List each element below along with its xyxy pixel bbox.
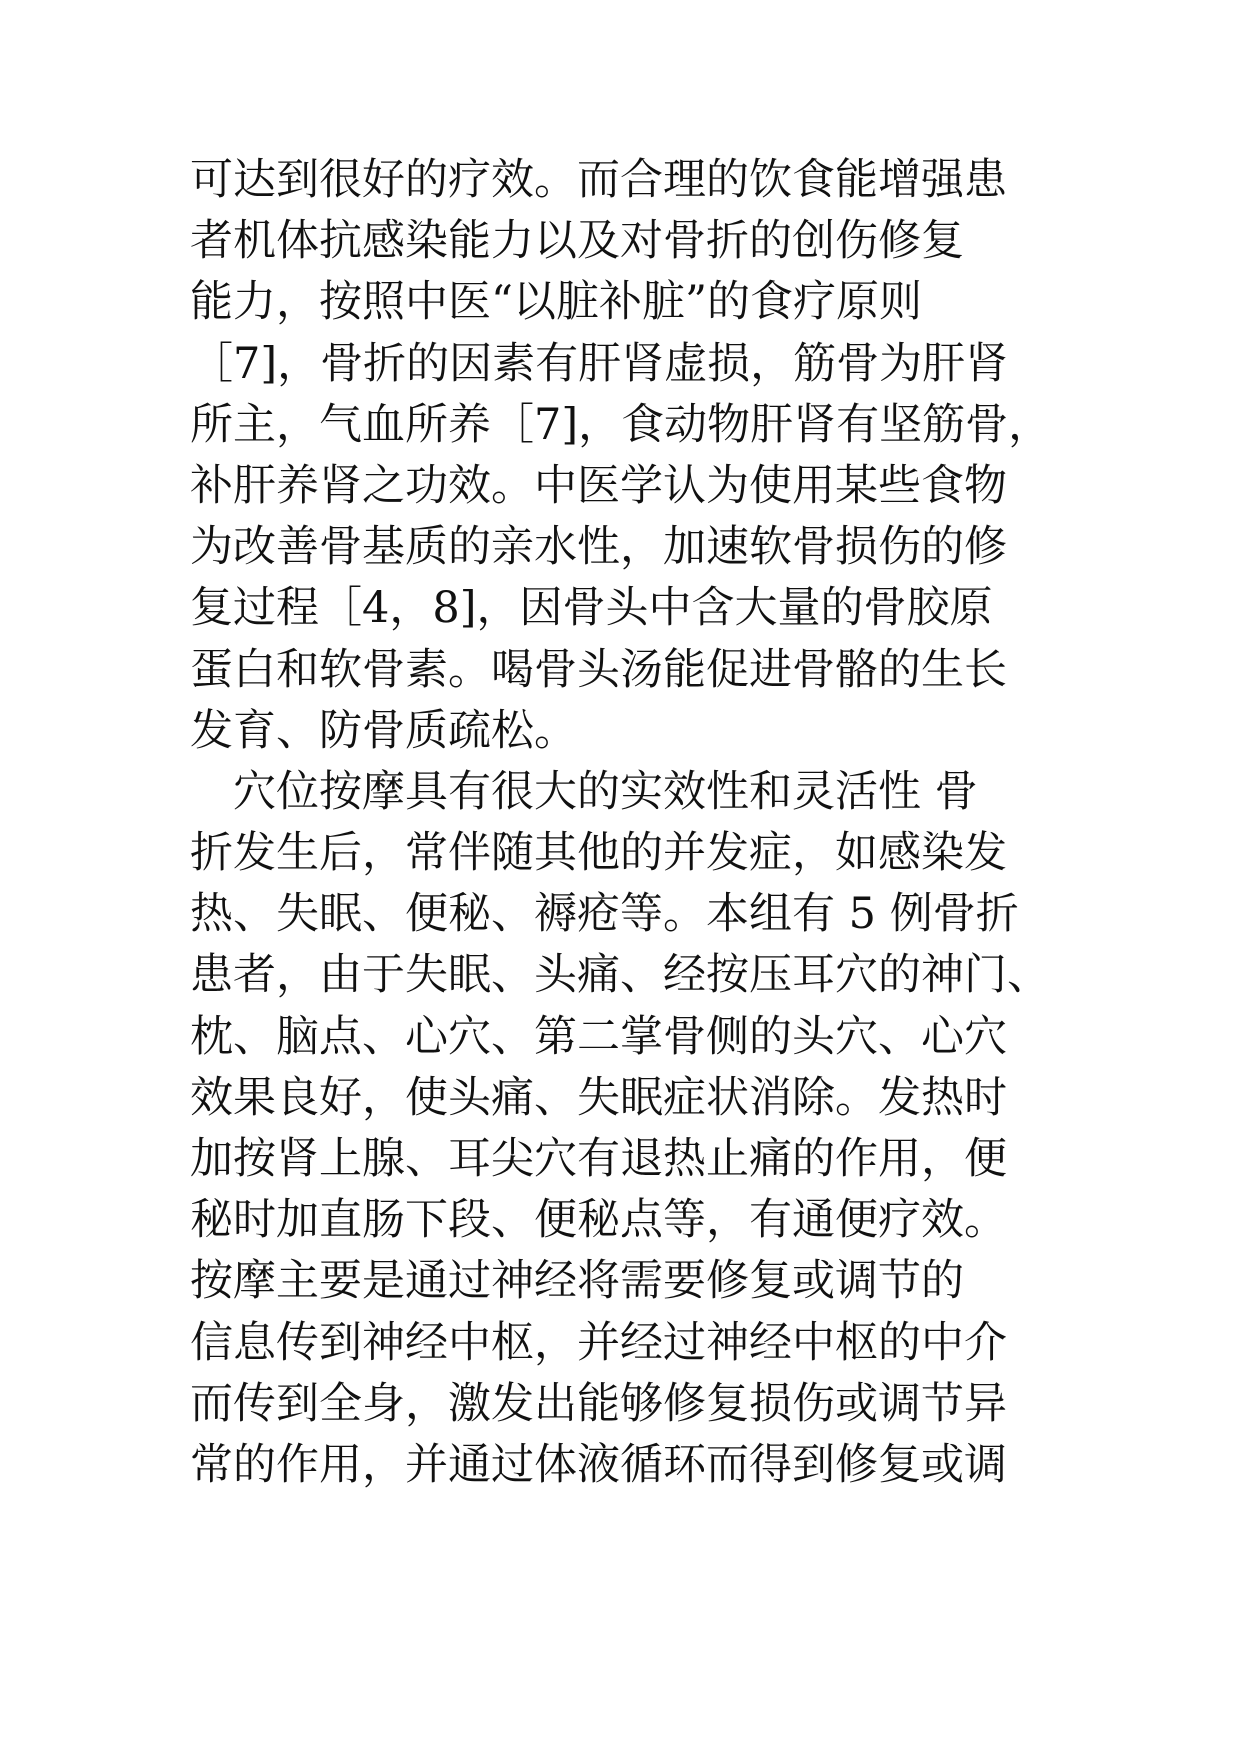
text-line: 所主，气血所养［7]，食动物肝肾有坚筋骨， bbox=[190, 399, 1052, 450]
text-line: 复过程［4，8]，因骨头中含大量的骨胶原 bbox=[190, 583, 993, 634]
text-line: 可达到很好的疗效。而合理的饮食能增强患 bbox=[190, 155, 1007, 205]
text-line: 加按肾上腺、耳尖穴有退热止痛的作用，便 bbox=[190, 1134, 1007, 1184]
text-line: 发育、防骨质疏松。 bbox=[190, 705, 577, 756]
text-line: 患者，由于失眠、头痛、经按压耳穴的神门、 bbox=[190, 950, 1050, 1001]
text-line: 者机体抗感染能力以及对骨折的创伤修复 bbox=[190, 216, 964, 267]
text-line: 按摩主要是通过神经将需要修复或调节的 bbox=[190, 1256, 964, 1307]
text-line: 穴位按摩具有很大的实效性和灵活性 骨 bbox=[190, 766, 978, 817]
text-line: ［7]，骨折的因素有肝肾虚损，筋骨为肝肾 bbox=[190, 338, 1009, 389]
text-line: 能力，按照中医“以脏补脏”的食疗原则 bbox=[190, 277, 922, 328]
body-text bbox=[190, 150, 1090, 1496]
text-line: 蛋白和软骨素。喝骨头汤能促进骨骼的生长 bbox=[190, 644, 1007, 695]
text-line: 枕、脑点、心穴、第二掌骨侧的头穴、心穴 bbox=[190, 1011, 1007, 1062]
text-line: 补肝养肾之功效。中医学认为使用某些食物 bbox=[190, 460, 1007, 511]
text-line: 效果良好，使头痛、失眠症状消除。发热时 bbox=[190, 1072, 1007, 1123]
text-line: 热、失眠、便秘、褥疮等。本组有 5 例骨折 bbox=[190, 889, 1019, 940]
text-line: 信息传到神经中枢，并经过神经中枢的中介 bbox=[190, 1317, 1007, 1368]
text-line: 常的作用，并通过体液循环而得到修复或调 bbox=[190, 1439, 1007, 1490]
text-line: 为改善骨基质的亲水性，加速软骨损伤的修 bbox=[190, 522, 1007, 573]
text-line: 而传到全身，激发出能够修复损伤或调节异 bbox=[190, 1378, 1007, 1429]
text-line: 秘时加直肠下段、便秘点等，有通便疗效。 bbox=[190, 1195, 1007, 1246]
text-line: 折发生后，常伴随其他的并发症，如感染发 bbox=[190, 828, 1007, 879]
